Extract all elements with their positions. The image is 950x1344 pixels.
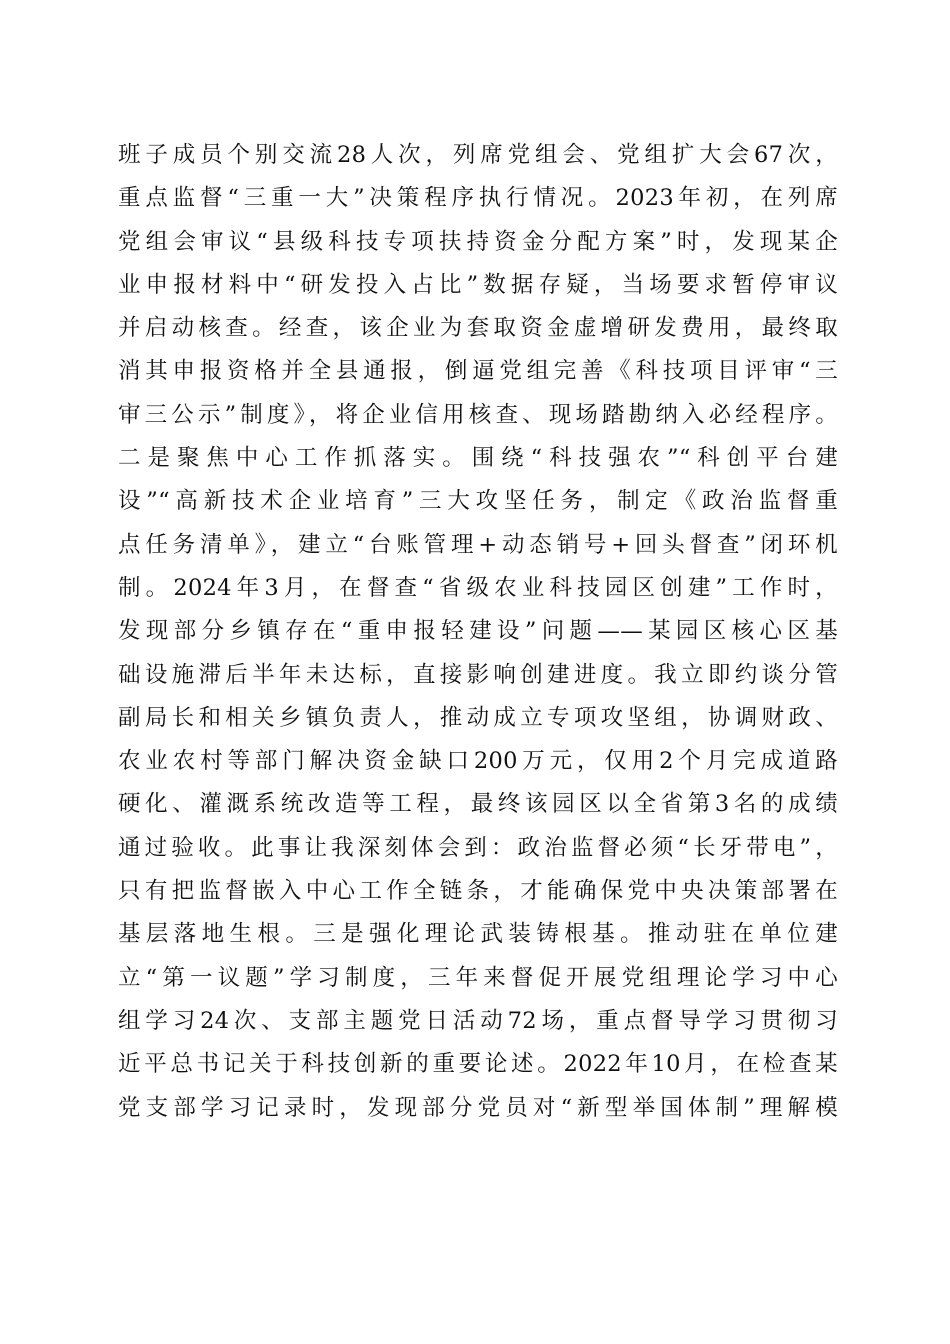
text-line-10: 点任务清单》，建立“台账管理+动态销号+回头督查”闭环机 <box>118 531 838 558</box>
text-line-2: 重点监督“三重一大”决策程序执行情况。2023年初，在列席 <box>118 185 838 212</box>
text-line-15: 农业农村等部门解决资金缺口200万元，仅用2个月完成道路 <box>118 748 838 775</box>
text-line-18: 只有把监督嵌入中心工作全链条，才能确保党中央决策部署在 <box>118 878 838 905</box>
text-line-17: 通过验收。此事让我深刻体会到：政治监督必须“长牙带电”， <box>118 834 838 861</box>
text-line-20: 立“第一议题”学习制度，三年来督促开展党组理论学习中心 <box>118 964 838 991</box>
text-line-8: 二是聚焦中心工作抓落实。围绕“科技强农”“科创平台建 <box>118 445 838 472</box>
text-line-12: 发现部分乡镇存在“重申报轻建设”问题——某园区核心区基 <box>118 618 838 645</box>
text-line-6: 消其申报资格并全县通报，倒逼党组完善《科技项目评审“三 <box>118 358 838 385</box>
body-paragraph <box>118 134 838 1130</box>
text-line-21: 组学习24次、支部主题党日活动72场，重点督导学习贯彻习 <box>118 1007 838 1034</box>
text-line-7: 审三公示”制度》，将企业信用核查、现场踏勘纳入必经程序。 <box>118 401 838 428</box>
text-line-1: 班子成员个别交流28人次，列席党组会、党组扩大会67次， <box>118 142 838 168</box>
text-line-9: 设”“高新技术企业培育”三大攻坚任务，制定《政治监督重 <box>118 488 838 515</box>
text-line-13: 础设施滞后半年未达标，直接影响创建进度。我立即约谈分管 <box>118 661 838 688</box>
text-line-4: 业申报材料中“研发投入占比”数据存疑，当场要求暂停审议 <box>118 271 838 298</box>
text-line-5: 并启动核查。经查，该企业为套取资金虚增研发费用，最终取 <box>118 315 838 342</box>
text-line-14: 副局长和相关乡镇负责人，推动成立专项攻坚组，协调财政、 <box>118 704 838 731</box>
text-line-16: 硬化、灌溉系统改造等工程，最终该园区以全省第3名的成绩 <box>118 791 838 818</box>
text-line-22: 近平总书记关于科技创新的重要论述。2022年10月，在检查某 <box>118 1051 838 1078</box>
text-line-23: 党支部学习记录时，发现部分党员对“新型举国体制”理解模 <box>118 1094 838 1121</box>
text-line-19: 基层落地生根。三是强化理论武装铸根基。推动驻在单位建 <box>118 921 838 948</box>
text-line-3: 党组会审议“县级科技专项扶持资金分配方案”时，发现某企 <box>118 228 838 255</box>
text-line-11: 制。2024年3月，在督查“省级农业科技园区创建”工作时， <box>118 574 838 601</box>
